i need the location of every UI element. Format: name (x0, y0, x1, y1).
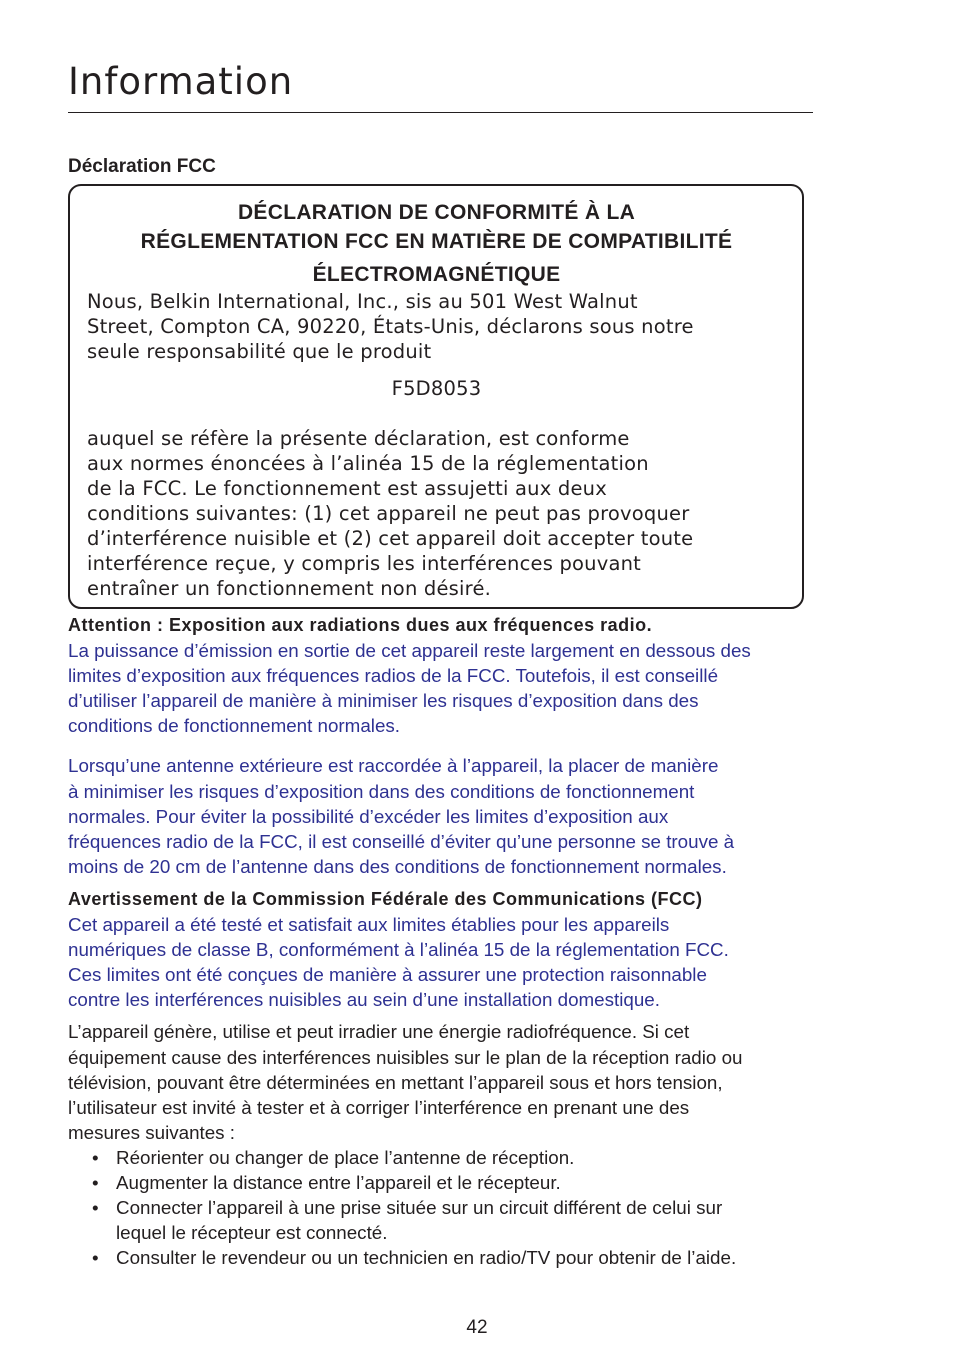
list-item (92, 1245, 823, 1270)
attention-heading: Attention : Exposition aux radiations dues aux fréquences radio. (68, 615, 653, 635)
declaration-title-line: DÉCLARATION DE CONFORMITÉ À LA (237, 201, 636, 224)
text-line: d’utiliser l’appareil de manière à minimiser les risques d’exposition dans des (68, 690, 699, 712)
text-line: conditions de fonctionnement normales. (68, 715, 401, 737)
section-heading-fcc: Déclaration FCC (68, 156, 216, 177)
bullet-icon: • (92, 1171, 99, 1193)
text-line: normales. Pour éviter la possibilité d’excéder les limites d’exposition aux (68, 805, 669, 827)
text-line: Augmenter la distance entre l’appareil et le récepteur. (116, 1171, 561, 1193)
attention-paragraph-2 (68, 753, 823, 878)
text-line: Cet appareil a été testé et satisfait aux limites établies pour les appareils (68, 914, 670, 936)
text-line: Connecter l’appareil à une prise située sur un circuit différent de celui sur (116, 1197, 723, 1219)
text-line: équipement cause des interférences nuisibles sur le plan de la réception radio ou (68, 1046, 743, 1068)
text-line: aux normes énoncées à l’alinéa 15 de la réglementation (87, 452, 649, 475)
interference-paragraph (68, 1019, 823, 1144)
text-line: interférence reçue, y compris les interférences pouvant (87, 552, 642, 575)
bullet-icon: • (92, 1247, 99, 1269)
measures-list (68, 1145, 823, 1270)
text-line: lequel le récepteur est connecté. (116, 1222, 388, 1244)
text-line: contre les interférences nuisibles au sein d’une installation domestique. (68, 989, 660, 1011)
page-number: 42 (466, 1317, 488, 1338)
declaration-conformity (87, 426, 786, 601)
text-line: La puissance d’émission en sortie de cet appareil reste largement en dessous des (68, 640, 751, 662)
product-model: F5D8053 (391, 377, 482, 400)
attention-paragraph-1 (68, 638, 823, 738)
body-text (68, 613, 823, 1270)
list-item (92, 1170, 823, 1195)
list-item (92, 1195, 823, 1245)
text-line: conditions suivantes: (1) cet appareil ne peut pas provoquer (87, 502, 690, 525)
text-line: télévision, pouvant être déterminées en mettant l’appareil sous et hors tension, (68, 1071, 723, 1093)
text-line: Street, Compton CA, 90220, États-Unis, déclarons sous notre (87, 315, 694, 338)
declaration-title-line: ÉLECTROMAGNÉTIQUE (312, 263, 561, 286)
text-line: auquel se réfère la présente déclaration, est conforme (87, 427, 630, 450)
text-line: moins de 20 cm de l’antenne dans des conditions de fonctionnement normales. (68, 855, 727, 877)
text-line: limites d’exposition aux fréquences radios de la FCC. Toutefois, il est conseillé (68, 665, 719, 687)
text-line: numériques de classe B, conformément à l’alinéa 15 de la réglementation FCC. (68, 939, 729, 961)
text-line: Lorsqu’une antenne extérieure est raccordée à l’appareil, la placer de manière (68, 755, 719, 777)
fcc-warning-paragraph (68, 912, 823, 1012)
text-line: L’appareil génère, utilise et peut irradier une énergie radiofréquence. Si cet (68, 1021, 690, 1043)
text-line: seule responsabilité que le produit (87, 340, 432, 363)
text-line: mesures suivantes : (68, 1121, 236, 1143)
text-line: Réorienter ou changer de place l’antenne de réception. (116, 1146, 575, 1168)
text-line: fréquences radio de la FCC, il est conseillé d’éviter qu’une personne se trouve à (68, 830, 735, 852)
conformity-declaration-box (68, 184, 804, 609)
text-line: Nous, Belkin International, Inc., sis au 501 West Walnut (87, 290, 638, 313)
declaration-intro (87, 289, 786, 364)
fcc-warning-heading: Avertissement de la Commission Fédérale des Communications (FCC) (68, 888, 703, 909)
text-line: Consulter le revendeur ou un technicien en radio/TV pour obtenir de l’aide. (116, 1247, 737, 1269)
title-divider (68, 112, 813, 113)
bullet-icon: • (92, 1146, 99, 1168)
page-title: Information (68, 60, 294, 103)
text-line: Ces limites ont été conçues de manière à assurer une protection raisonnable (68, 964, 707, 986)
text-line: d’interférence nuisible et (2) cet appareil doit accepter toute (87, 527, 694, 550)
declaration-title (87, 198, 786, 289)
declaration-title-line: RÉGLEMENTATION FCC EN MATIÈRE DE COMPATIBILITÉ (140, 230, 733, 253)
text-line: l’utilisateur est invité à tester et à corriger l’interférence en prenant une des (68, 1096, 690, 1118)
text-line: de la FCC. Le fonctionnement est assujetti aux deux (87, 477, 607, 500)
text-line: entraîner un fonctionnement non désiré. (87, 577, 492, 600)
text-line: à minimiser les risques d’exposition dans des conditions de fonctionnement (68, 780, 695, 802)
list-item (92, 1145, 823, 1170)
bullet-icon: • (92, 1197, 99, 1219)
